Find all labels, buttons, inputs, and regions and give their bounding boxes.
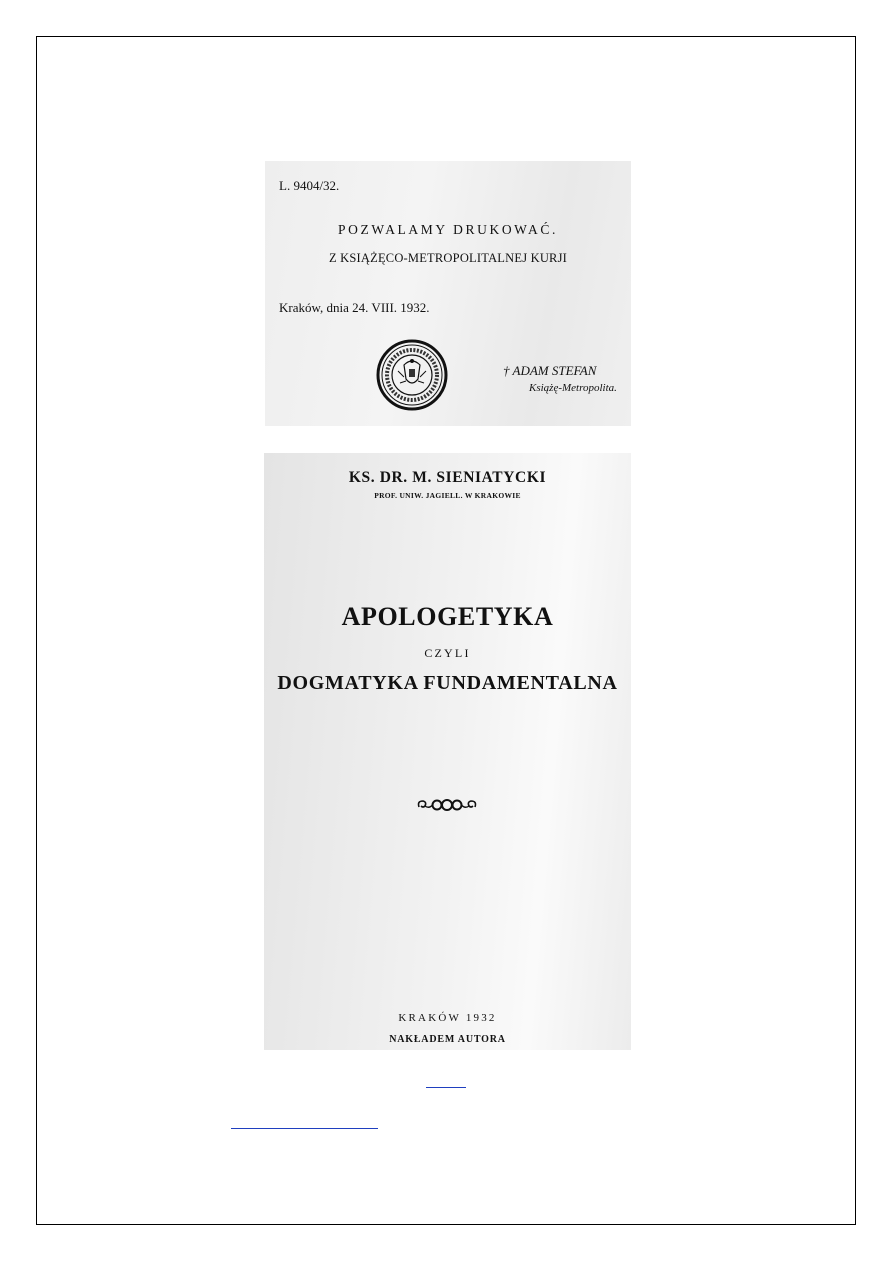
signature-title: Książę-Metropolita. [529, 382, 617, 394]
place-date: Kraków, dnia 24. VIII. 1932. [279, 300, 430, 315]
curia-line: Z KSIĄŻĘCO-METROPOLITALNEJ KURJI [328, 251, 568, 265]
book-author: KS. DR. M. SIENIATYCKI [348, 469, 547, 486]
title-connector: CZYLI [424, 646, 471, 660]
scroll-ornament-icon [415, 795, 479, 813]
permission-heading: POZWALAMY DRUKOWAĆ. [338, 222, 558, 237]
book-subtitle: DOGMATYKA FUNDAMENTALNA [277, 672, 618, 694]
place-year: KRAKÓW 1932 [398, 1012, 497, 1024]
imprimatur-scan [265, 161, 631, 426]
reference-number: L. 9404/32. [279, 178, 340, 193]
signature: † ADAM STEFAN [503, 363, 597, 378]
hyperlink-underline[interactable] [231, 1128, 378, 1129]
publisher: NAKŁADEM AUTORA [389, 1034, 506, 1045]
archdiocese-seal-icon [376, 339, 448, 411]
hyperlink-underline[interactable] [426, 1087, 466, 1088]
book-title: APOLOGETYKA [341, 602, 554, 631]
author-affiliation: PROF. UNIW. JAGIELL. W KRAKOWIE [374, 491, 521, 500]
title-page-scan [264, 453, 631, 1050]
